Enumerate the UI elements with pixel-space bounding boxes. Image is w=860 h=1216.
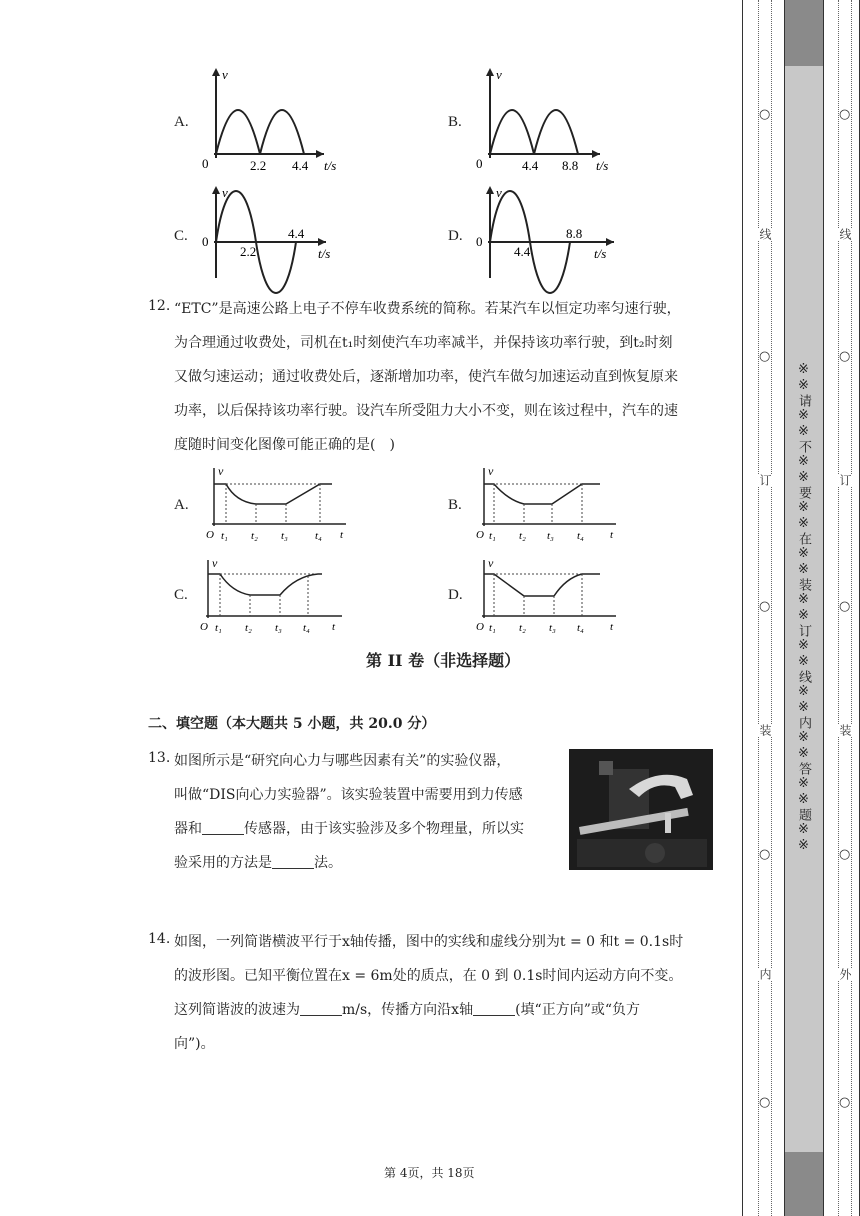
q11b-axis-t: t/s [596, 158, 609, 173]
q14-line-1: 如图，一列简谐横波平行于x轴传播，图中的实线和虚线分别为t = 0 和t = 0.1s时 [174, 934, 684, 950]
inner-label-ding: 订 [758, 474, 772, 486]
q13-line-4a: 验采用的方法是 [174, 855, 272, 871]
q12-option-b-graph [470, 464, 620, 544]
inner-label-nei: 内 [758, 968, 772, 980]
q12a-axis-v: v [218, 464, 224, 478]
q14-line-4: 向”)。 [174, 1036, 215, 1052]
q13-line-3a: 器和 [174, 821, 202, 837]
q11a-axis-v: v [222, 67, 228, 82]
outer-circle-1: ○ [839, 107, 851, 122]
q12d-tick3: t₃ [549, 622, 556, 634]
q11b-tick2: 8.8 [562, 158, 579, 173]
outer-circle-4: ○ [839, 847, 851, 862]
q12c-origin: O [200, 621, 208, 633]
q13-line-1: 如图所示是“研究向心力与哪些因素有关”的实验仪器， [174, 753, 511, 769]
middle-bottom-block [784, 1152, 824, 1216]
q13-line-2: 叫做“DIS向心力实验器”。该实验装置中需要用到力传感 [174, 787, 523, 803]
q12a-origin: O [206, 529, 214, 541]
q12d-tick4: t₄ [577, 622, 584, 634]
q12b-tick2: t₂ [519, 530, 526, 542]
q12b-axis-v: v [488, 464, 494, 478]
q12d-axis-v: v [488, 556, 494, 570]
outer-circle-5: ○ [839, 1095, 851, 1110]
q11-option-b-graph [470, 66, 620, 176]
q11a-tick2: 4.4 [292, 158, 309, 173]
q11-option-b-label: B. [448, 114, 462, 130]
q11-option-a-label: A. [174, 114, 189, 130]
q13-apparatus-photo [569, 749, 713, 870]
q14-blank-1[interactable] [300, 1001, 342, 1016]
q12-line-3: 又做匀速运动；通过收费处后，逐渐增加功率，使汽车做匀加速运动直到恢复原来 [174, 369, 678, 385]
q12-line-2: 为合理通过收费处，司机在t₁时刻使汽车功率减半，并保持该功率行驶，到t₂时刻 [174, 335, 673, 351]
q12-line-4: 功率，以后保持该功率行驶。设汽车所受阻力大小不变，则在该过程中，汽车的速 [174, 403, 678, 419]
q14-line-3b: m/s，传播方向沿x轴 [342, 1002, 474, 1018]
binding-warning: ※※请※※不※※要※※在※※装※※订※※线※※内※※答※※题※※ [796, 362, 811, 854]
strip-border-left [742, 0, 743, 1216]
q12a-tick4: t₄ [315, 530, 322, 542]
q13-line-3b: 传感器，由于该实验涉及多个物理量，所以实 [244, 821, 524, 837]
q12c-axis-v: v [212, 556, 218, 570]
q12a-axis-t: t [340, 529, 344, 541]
q12b-origin: O [476, 529, 484, 541]
q12c-tick4: t₄ [303, 622, 310, 634]
inner-circle-2: ○ [759, 349, 771, 364]
inner-label-zhuang: 装 [758, 724, 772, 736]
outer-label-wai: 外 [838, 968, 852, 980]
q11c-origin: 0 [202, 234, 209, 249]
outer-label-zhuang: 装 [838, 724, 852, 736]
q14-line-3a: 这列简谐波的波速为 [174, 1002, 300, 1018]
q11-option-c-graph [196, 184, 346, 280]
q11a-tick1: 2.2 [250, 158, 267, 173]
q12-option-b-label: B. [448, 497, 462, 513]
q12-option-c-graph [196, 556, 346, 636]
q14-line-3c: (填“正方向”或“负方 [515, 1002, 641, 1018]
q11d-tick1: 4.4 [514, 244, 531, 259]
q11-option-c-label: C. [174, 228, 188, 244]
q11a-axis-t: t/s [324, 158, 337, 173]
q13-number: 13. [148, 750, 171, 766]
q11c-axis-v: v [222, 185, 228, 200]
outer-dot-column [838, 0, 852, 1216]
inner-circle-5: ○ [759, 1095, 771, 1110]
q12c-tick2: t₂ [245, 622, 252, 634]
q13-line-4b: 法。 [314, 855, 342, 871]
q12c-tick3: t₃ [275, 622, 282, 634]
q14-line-3 [174, 999, 640, 1019]
inner-dot-column [758, 0, 772, 1216]
q12a-tick3: t₃ [281, 530, 288, 542]
q14-number: 14. [148, 931, 171, 947]
q11-option-d-graph [470, 184, 620, 280]
inner-circle-3: ○ [759, 599, 771, 614]
q11b-origin: 0 [476, 156, 483, 171]
q12-line-1: “ETC”是高速公路上电子不停车收费系统的简称。若某汽车以恒定功率匀速行驶， [174, 301, 681, 317]
q13-line-3 [174, 818, 524, 838]
q13-blank-2[interactable] [272, 854, 314, 869]
outer-circle-2: ○ [839, 349, 851, 364]
q12-option-d-graph [470, 556, 620, 636]
q12b-axis-t: t [610, 529, 614, 541]
q11a-origin: 0 [202, 156, 209, 171]
q11-option-d-label: D. [448, 228, 463, 244]
q13-blank-1[interactable] [202, 820, 244, 835]
q11b-axis-v: v [496, 67, 502, 82]
part2-heading: 第 II 卷（非选择题） [366, 651, 521, 670]
q12-number: 12. [148, 298, 171, 314]
q12-option-c-label: C. [174, 587, 188, 603]
q11c-tick1: 2.2 [240, 244, 257, 259]
binding-strip [742, 0, 860, 1216]
q11c-axis-t: t/s [318, 246, 331, 261]
outer-label-xian: 线 [838, 228, 852, 240]
q11d-axis-t: t/s [594, 246, 607, 261]
q11b-tick1: 4.4 [522, 158, 539, 173]
q14-line-2: 的波形图。已知平衡位置在x = 6m处的质点，在 0 到 0.1s时间内运动方向不变。 [174, 968, 683, 984]
q12b-tick4: t₄ [577, 530, 584, 542]
q12-option-a-graph [200, 464, 350, 544]
q12d-axis-t: t [610, 621, 614, 633]
q12d-tick2: t₂ [519, 622, 526, 634]
inner-circle-4: ○ [759, 847, 771, 862]
q11d-origin: 0 [476, 234, 483, 249]
q12c-axis-t: t [332, 621, 336, 633]
q11d-axis-v: v [496, 185, 502, 200]
q12-option-d-label: D. [448, 587, 463, 603]
outer-label-ding: 订 [838, 474, 852, 486]
q11-option-a-graph [196, 66, 337, 176]
q12d-tick1: t₁ [489, 622, 496, 634]
q12b-tick1: t₁ [489, 530, 496, 542]
outer-circle-3: ○ [839, 599, 851, 614]
q12a-tick2: t₂ [251, 530, 258, 542]
q12b-tick3: t₃ [547, 530, 554, 542]
q14-blank-2[interactable] [473, 1001, 515, 1016]
q12c-tick1: t₁ [215, 622, 222, 634]
inner-circle-1: ○ [759, 107, 771, 122]
q12-line-5: 度随时间变化图像可能正确的是( ) [174, 437, 395, 453]
inner-label-xian: 线 [758, 228, 772, 240]
q11c-tick2: 4.4 [288, 226, 305, 241]
page-footer: 第 4页，共 18页 [384, 1166, 475, 1180]
q12a-tick1: t₁ [221, 530, 228, 542]
middle-top-block [784, 0, 824, 66]
q12-option-a-label: A. [174, 497, 189, 513]
q12d-origin: O [476, 621, 484, 633]
section2-title: 二、填空题（本大题共 5 小题，共 20.0 分） [148, 716, 436, 732]
q11d-tick2: 8.8 [566, 226, 583, 241]
q13-line-4 [174, 852, 342, 872]
